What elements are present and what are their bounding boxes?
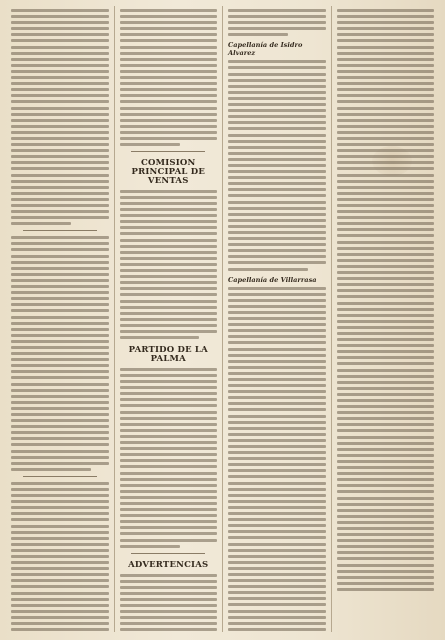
article-body xyxy=(120,368,218,548)
article-body xyxy=(11,9,109,225)
article-body xyxy=(228,287,326,632)
article-2 xyxy=(11,236,109,471)
section-divider xyxy=(23,476,97,477)
article-1 xyxy=(11,9,109,225)
section-heading: ADVERTENCIAS xyxy=(128,559,209,570)
column-3 xyxy=(223,6,332,632)
article-body xyxy=(11,482,109,632)
column-1 xyxy=(6,6,115,632)
section-divider xyxy=(131,553,205,554)
subsection-heading: Capellanía de Isidro Alvarez xyxy=(228,41,303,58)
subsection-heading: Capellanía de Villarrasa xyxy=(228,275,317,284)
article-body xyxy=(120,574,218,632)
article-body xyxy=(120,9,218,146)
column-4 xyxy=(332,6,440,632)
section-divider xyxy=(131,151,205,152)
article-body xyxy=(228,9,326,36)
section-heading: COMISION PRINCIPAL DE VENTAS xyxy=(131,158,205,186)
section-divider xyxy=(23,230,97,231)
column-2 xyxy=(115,6,224,632)
article-body xyxy=(120,190,218,339)
article-body xyxy=(11,236,109,471)
article-body xyxy=(228,60,326,270)
section-heading: PARTIDO DE LA PALMA xyxy=(128,345,208,364)
article-3 xyxy=(11,482,109,632)
article-body xyxy=(337,9,435,591)
